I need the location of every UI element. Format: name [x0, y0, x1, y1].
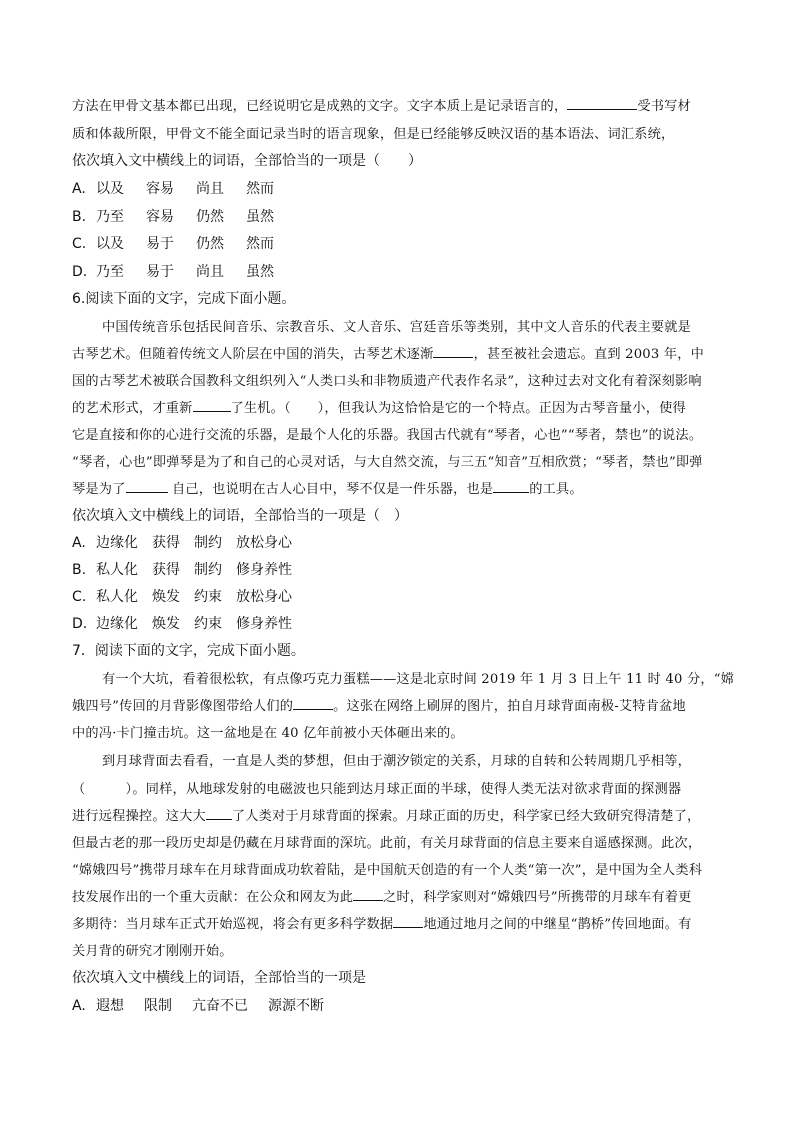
text-run: 了人类对于月球背面的探索。月球正面的历史，科学家已经大致研究得清楚了，: [231, 809, 701, 824]
text-run: 技发展作出的一个重大贡献：在公众和网友为此: [72, 890, 354, 905]
q6-passage-line: 中国传统音乐包括民间音乐、宗教音乐、文人音乐、宫廷音乐等类别，其中文人音乐的代表主要就是: [102, 320, 692, 335]
text-run: 的工具。: [529, 482, 583, 497]
option-letter: D.: [72, 264, 88, 280]
q5-option-a[interactable]: [72, 178, 296, 198]
blank-line: [353, 888, 383, 901]
option-word: 获得: [152, 562, 180, 578]
q7-heading: 7．阅读下面的文字，完成下面小题。: [72, 643, 305, 659]
q6-option-a[interactable]: [72, 532, 314, 552]
q6-option-b[interactable]: [72, 559, 314, 579]
q5-prompt: 依次填入文中横线上的词语，全部恰当的一项是（ ）: [72, 153, 422, 169]
blank-line: [206, 807, 232, 820]
q7-passage-line: [72, 913, 692, 932]
option-letter: B.: [72, 562, 87, 578]
q5-passage-line: [72, 95, 691, 114]
option-word: 以及: [96, 236, 124, 252]
blank-line: [433, 345, 473, 358]
text-run: 方法在甲骨文基本都已出现，已经说明它是成熟的文字。文字本质上是记录语言的，: [72, 99, 568, 114]
option-letter: A.: [72, 181, 86, 197]
text-run: 琴是为了: [72, 482, 126, 497]
q7-passage-line: 但最古老的那一段历史却是仍藏在月球背面的深坑。此前，有关月球背面的信息主要来自遥感探测。此次，: [72, 836, 702, 851]
option-word: 约束: [194, 589, 222, 605]
blank-line: [193, 399, 231, 412]
option-word: 尚且: [196, 181, 224, 197]
option-word: 修身养性: [236, 616, 292, 632]
q7-passage-line: “嫦娥四号”携带月球车在月球背面成功软着陆，是中国航天创造的有一个人类“第一次”，是中国为全人类科: [72, 863, 703, 878]
q5-option-b[interactable]: [72, 206, 296, 226]
option-letter: B.: [72, 209, 87, 225]
q7-passage-line: [72, 695, 686, 714]
option-word: 容易: [146, 181, 174, 197]
q6-passage-line: [72, 397, 686, 416]
q5-option-d[interactable]: [72, 261, 296, 281]
text-run: 娥四号”传回的月背影像图带给人们的: [72, 699, 294, 714]
option-letter: D.: [72, 616, 88, 632]
text-run: 古琴艺术。但随着传统文人阶层在中国的消失，古琴艺术逐渐: [72, 347, 434, 362]
option-word: 乃至: [96, 209, 124, 225]
option-word: 以及: [96, 181, 124, 197]
blank-line: [126, 480, 168, 493]
q6-heading: 6.阅读下面的文字，完成下面小题。: [72, 291, 296, 307]
option-letter: C.: [72, 236, 87, 252]
blank-line: [493, 480, 529, 493]
option-word: 焕发: [152, 589, 180, 605]
q6-passage-line: [72, 343, 704, 362]
text-run: 进行远程操控。这大大: [72, 809, 206, 824]
option-word: 乃至: [96, 264, 124, 280]
option-word: 然而: [246, 236, 274, 252]
text-run: 受书写材: [637, 99, 691, 114]
option-word: 遐想: [96, 998, 124, 1014]
option-word: 易于: [146, 264, 174, 280]
text-run: 的艺术形式，才重新: [72, 401, 193, 416]
q7-passage-line: [72, 886, 692, 905]
option-word: 虽然: [246, 264, 274, 280]
option-word: 源源不断: [268, 998, 324, 1014]
text-run: 了生机。（ ），但我认为这恰恰是它的一个特点。正因为古琴音量小，使得: [230, 401, 686, 416]
option-word: 私人化: [96, 589, 138, 605]
option-word: 放松身心: [236, 535, 292, 551]
option-word: 限制: [144, 998, 172, 1014]
q7-passage-line: 到月球背面去看看，一直是人类的梦想，但由于潮汐锁定的关系，月球的自转和公转周期几乎相等，: [102, 754, 692, 769]
q7-passage-line: 有一个大坑，看着很松软，有点像巧克力蛋糕——这是北京时间 2019 年 1 月 3 日上午 11 时 40 分，“嫦: [102, 672, 735, 687]
option-letter: A.: [72, 535, 86, 551]
q6-passage-line: 它是直接和你的心进行交流的乐器，是最个人化的乐器。我国古代就有“琴者，心也”“琴者，禁也”的说法。: [72, 428, 703, 443]
option-word: 然而: [246, 181, 274, 197]
q7-passage-line: （ ）。同样，从地球发射的电磁波也只能到达月球正面的半球，使得人类无法对欲求背面的探测器: [72, 782, 682, 797]
text-run: 地通过地月之间的中继星“鹊桥”传回地面。有: [423, 917, 692, 932]
option-word: 易于: [146, 236, 174, 252]
option-word: 制约: [194, 535, 222, 551]
text-run: 之时，科学家则对“嫦娥四号”所携带的月球车有着更: [383, 890, 692, 905]
option-word: 放松身心: [236, 589, 292, 605]
option-word: 制约: [194, 562, 222, 578]
q6-option-c[interactable]: [72, 586, 314, 606]
text-run: ，甚至被社会遗忘。直到 2003 年，中: [473, 347, 705, 362]
q6-passage-line: [72, 478, 583, 497]
q6-passage-line: 国的古琴艺术被联合国教科文组织列入“人类口头和非物质遗产代表作名录”，这种过去对文化有着深刻影响: [72, 374, 702, 389]
option-word: 容易: [146, 209, 174, 225]
option-word: 修身养性: [236, 562, 292, 578]
text-run: 。这张在网络上刷屏的图片，拍自月球背面南极-艾特肯盆地: [333, 699, 686, 714]
option-word: 亢奋不已: [192, 998, 248, 1014]
text-run: 多期待：当月球车正式开始巡视，将会有更多科学数据: [72, 917, 394, 932]
q6-option-d[interactable]: [72, 613, 314, 633]
option-word: 仍然: [196, 209, 224, 225]
option-word: 私人化: [96, 562, 138, 578]
q7-passage-line: 中的冯·卡门撞击坑。这一盆地是在 40 亿年前被小天体砸出来的。: [72, 726, 464, 741]
q7-option-a[interactable]: [72, 995, 346, 1015]
q6-passage-line: “琴者，心也”即弹琴是为了和自己的心灵对话，与大自然交流，与三五“知音”互相欣赏；“琴者，禁也”即弹: [72, 455, 703, 470]
option-word: 约束: [194, 616, 222, 632]
q5-passage-line: 质和体裁所限，甲骨文不能全面记录当时的语言现象，但是已经能够反映汉语的基本语法、词汇系统，: [72, 127, 675, 142]
q7-passage-line: 关月背的研究才刚刚开始。: [72, 944, 233, 959]
option-word: 边缘化: [96, 535, 138, 551]
blank-line: [393, 915, 423, 928]
q5-option-c[interactable]: [72, 233, 296, 253]
q7-prompt: 依次填入文中横线上的词语，全部恰当的一项是: [72, 970, 366, 986]
option-word: 虽然: [246, 209, 274, 225]
option-letter: C.: [72, 589, 87, 605]
option-word: 获得: [152, 535, 180, 551]
q6-prompt: 依次填入文中横线上的词语，全部恰当的一项是（ ）: [72, 508, 408, 524]
option-word: 仍然: [196, 236, 224, 252]
option-word: 焕发: [152, 616, 180, 632]
option-letter: A.: [72, 998, 86, 1014]
q7-passage-line: [72, 805, 700, 824]
option-word: 尚且: [196, 264, 224, 280]
option-word: 边缘化: [96, 616, 138, 632]
blank-line: [567, 97, 637, 110]
text-run: 自己，也说明在古人心目中，琴不仅是一件乐器，也是: [167, 482, 494, 497]
blank-line: [293, 697, 333, 710]
